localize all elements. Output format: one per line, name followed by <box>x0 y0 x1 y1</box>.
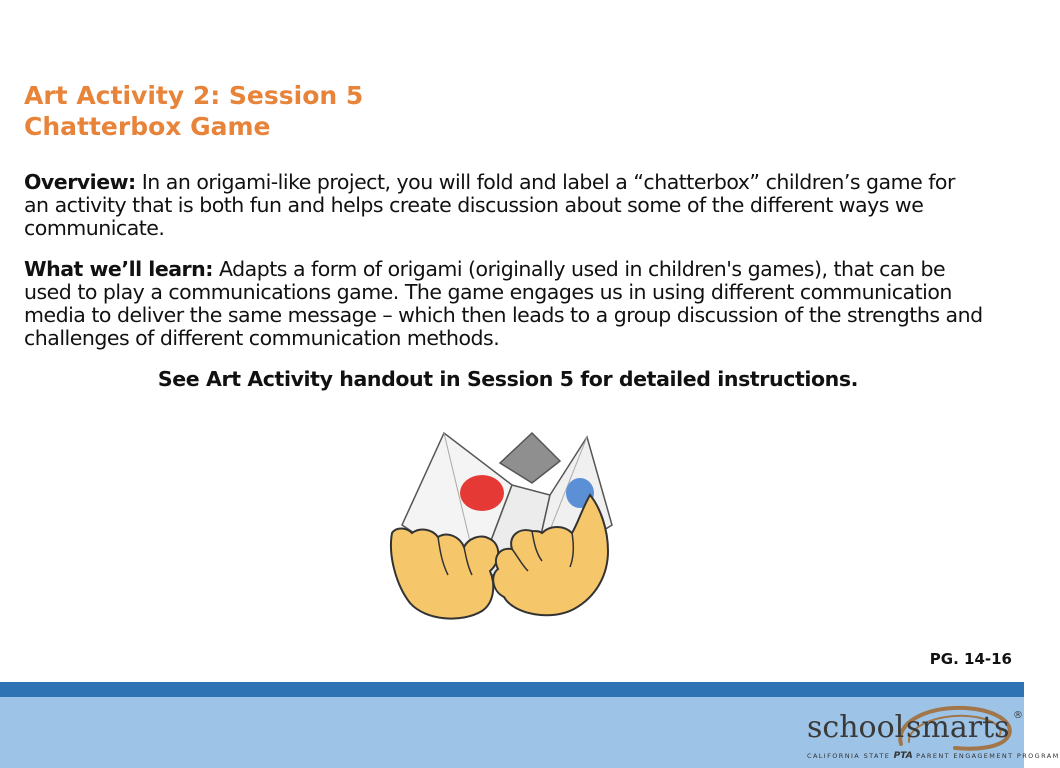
overview-text: In an origami-like project, you will fold and label a “chatterbox” children’s game for an activity that is both fun and helps create discussion about some of the different ways we communicate. <box>24 170 955 240</box>
chatterbox-hands-illustration <box>382 425 632 625</box>
page-reference: PG. 14-16 <box>929 650 1012 668</box>
learn-label: What we’ll learn: <box>24 257 213 281</box>
slide-title <box>24 80 363 142</box>
red-dot <box>460 475 504 511</box>
logo-tagline-pta: PTA <box>893 751 913 761</box>
left-hand <box>391 529 498 619</box>
logo-word-smarts: smarts <box>906 710 1010 745</box>
instruction-text: See Art Activity handout in Session 5 for detailed instructions. <box>157 367 859 391</box>
title-line-2: Chatterbox Game <box>24 112 271 141</box>
learn-paragraph <box>24 258 984 350</box>
learn-text: Adapts a form of origami (originally used in children's games), that can be used to play a communications game. The game engages us in using different communication media to deliver the same message – which then leads to a group discussion of the strengths and challenges of different communication methods. <box>24 257 983 350</box>
logo-tagline-pre: CALIFORNIA STATE <box>807 752 894 760</box>
school-smarts-logo <box>795 700 1060 768</box>
footer-stripe <box>0 682 1024 697</box>
logo-tagline-post: PARENT ENGAGEMENT PROGRAM <box>912 752 1060 760</box>
chatterbox-back-flap <box>500 433 560 483</box>
logo-registered-mark: ® <box>1013 710 1023 721</box>
logo-word-school: school <box>807 710 905 745</box>
logo-tagline <box>807 751 1060 761</box>
overview-label: Overview: <box>24 170 136 194</box>
overview-paragraph <box>24 171 984 240</box>
title-line-1: Art Activity 2: Session 5 <box>24 81 364 110</box>
